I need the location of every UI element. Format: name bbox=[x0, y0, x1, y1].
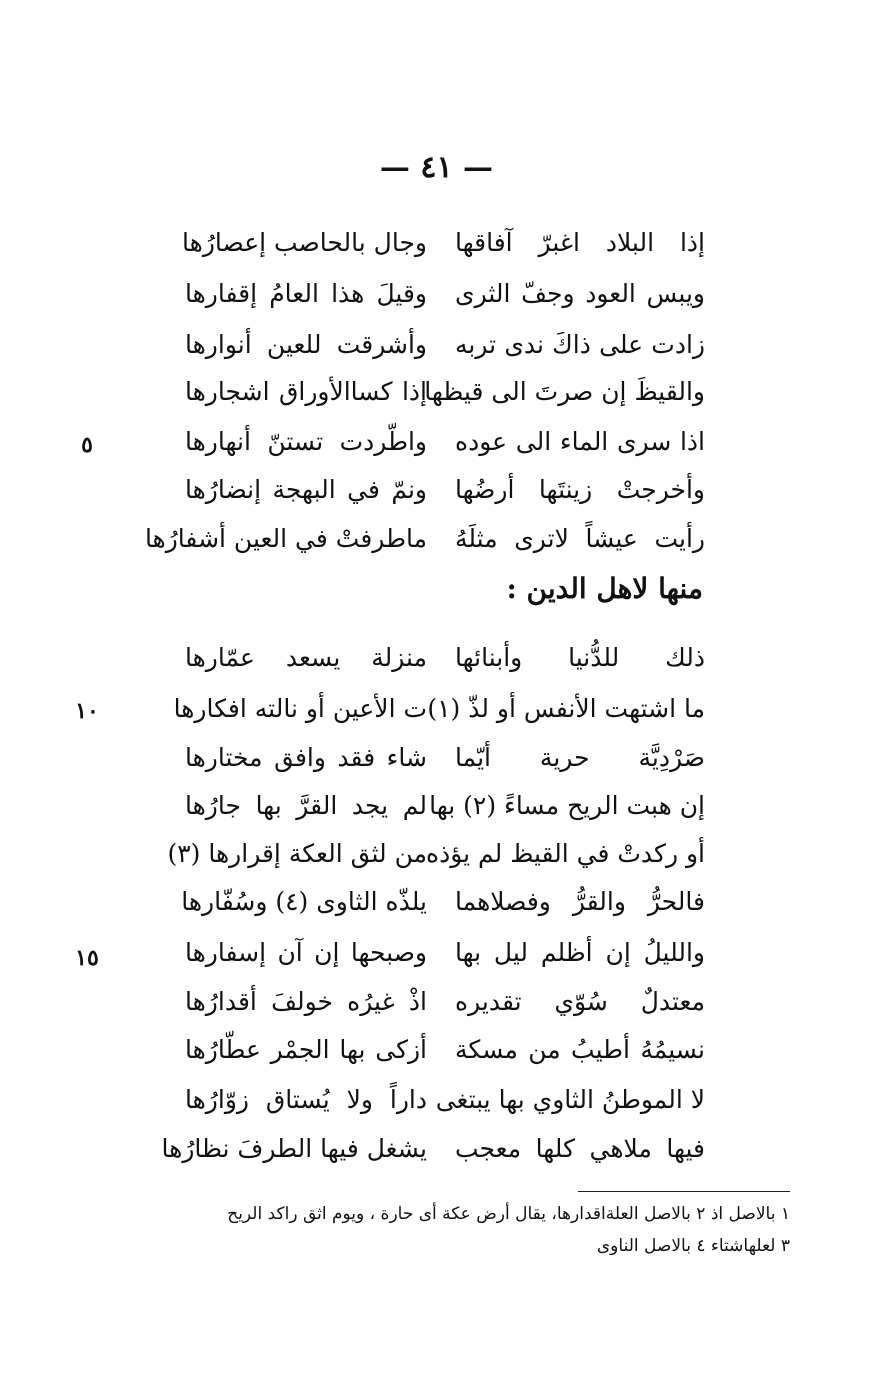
footnote-separator bbox=[578, 1191, 790, 1192]
first-hemistich: رأيت عيشاً لاترى مثلَهُ bbox=[455, 524, 705, 553]
first-hemistich: ويبس العود وجفّ الثرى bbox=[455, 279, 705, 308]
first-hemistich: فيها ملاهي كلها معجب bbox=[455, 1134, 705, 1163]
verse-line bbox=[185, 369, 705, 415]
verse-line bbox=[185, 1077, 705, 1123]
verse-line bbox=[185, 979, 705, 1025]
first-hemistich: صَرْدِيَّة حرية أيّما bbox=[455, 743, 705, 772]
second-hemistich: يشغل فيها الطرفَ نظارُها bbox=[161, 1134, 427, 1163]
first-hemistich: إذا البلاد اغبرّ آفاقها bbox=[455, 228, 705, 257]
second-hemistich: شاء فقد وافق مختارها bbox=[185, 743, 427, 772]
verse-line bbox=[185, 467, 705, 513]
verse-line bbox=[167, 831, 705, 877]
line-number-15: ١٥ bbox=[75, 945, 99, 971]
first-hemistich: ما اشتهت الأنفس أو لذّ (١) bbox=[427, 694, 705, 723]
second-hemistich: أزكى بها الجمْر عطّارُها bbox=[185, 1035, 427, 1064]
verse-line bbox=[185, 930, 705, 976]
second-hemistich: منزلة يسعد عمّارها bbox=[185, 643, 427, 672]
section-heading: منها لاهل الدين : bbox=[506, 572, 703, 605]
second-hemistich: إذا كساالأوراق اشجارها bbox=[185, 377, 427, 406]
first-hemistich: فالحرُّ والقرُّ وفصلاهما bbox=[455, 887, 705, 916]
first-hemistich: اذا سرى الماء الى عوده bbox=[455, 427, 705, 456]
verse-line bbox=[182, 220, 705, 266]
second-hemistich: داراً ولا يُستاق زوّارُها bbox=[185, 1085, 427, 1114]
footnote-line-2: ٣ لعلهاشتاء ٤ بالاصل الناوى bbox=[596, 1236, 790, 1256]
footnote-line-1: ١ بالاصل اذ ٢ بالاصل العلةاقدارها، يقال أرض عكة أى حارة ، ويوم اثق راكد الريح bbox=[227, 1204, 790, 1224]
second-hemistich: ونمّ في البهجة إنضارُها bbox=[185, 475, 427, 504]
line-number-10: ١٠ bbox=[75, 698, 99, 724]
second-hemistich: وصبحها إن آن إسفارها bbox=[185, 938, 427, 967]
first-hemistich: نسيمُهُ أطيبُ من مسكة bbox=[455, 1035, 705, 1064]
second-hemistich: يلذّه الثاوى (٤) وسُفّارها bbox=[181, 887, 427, 916]
second-hemistich: وقيلَ هذا العامُ إقفارها bbox=[185, 279, 427, 308]
verse-line bbox=[185, 635, 705, 681]
first-hemistich: لا الموطنُ الثاوي بها يبتغى bbox=[435, 1085, 705, 1114]
verse-line bbox=[185, 735, 705, 781]
second-hemistich: من لثق العكة إقرارها (٣) bbox=[167, 839, 427, 868]
first-hemistich: والقيظَ إن صرتَ الى قيظها bbox=[424, 377, 705, 406]
second-hemistich: اذْ غيرُه خولفَ أقدارُها bbox=[185, 987, 427, 1016]
second-hemistich: ت الأعين أو نالته افكارها bbox=[173, 694, 427, 723]
second-hemistich: وجال بالحاصب إعصارُها bbox=[182, 228, 427, 257]
second-hemistich: لم يجد القرَّ بها جارُها bbox=[185, 791, 427, 820]
second-hemistich: واطّردت تستنّ أنهارها bbox=[185, 427, 427, 456]
second-hemistich: وأشرقت للعين أنوارها bbox=[185, 330, 427, 359]
verse-line bbox=[181, 879, 705, 925]
first-hemistich: زادت على ذاكَ ندى تربه bbox=[455, 330, 705, 359]
verse-line bbox=[185, 783, 705, 829]
first-hemistich: أو ركدتْ في القيظ لم يؤذه bbox=[425, 839, 705, 868]
verse-line bbox=[185, 271, 705, 317]
first-hemistich: ذلك للدُّنيا وأبنائها bbox=[455, 643, 705, 672]
first-hemistich: إن هبت الريح مساءً (٢) بها bbox=[429, 791, 705, 820]
first-hemistich: معتدلٌ سُوّي تقديره bbox=[455, 987, 705, 1016]
second-hemistich: ماطرفتْ في العين أشفارُها bbox=[144, 524, 427, 553]
verse-line bbox=[185, 419, 705, 465]
verse-line bbox=[185, 1027, 705, 1073]
line-number-5: ٥ bbox=[81, 432, 93, 458]
verse-line bbox=[144, 516, 705, 562]
verse-line bbox=[173, 686, 705, 732]
verse-line bbox=[161, 1126, 705, 1172]
page-number: — ٤١ — bbox=[379, 150, 494, 185]
first-hemistich: وأخرجتْ زينتَها أرضُها bbox=[455, 475, 705, 504]
first-hemistich: والليلُ إن أظلم ليل بها bbox=[455, 938, 705, 967]
verse-line bbox=[185, 322, 705, 368]
